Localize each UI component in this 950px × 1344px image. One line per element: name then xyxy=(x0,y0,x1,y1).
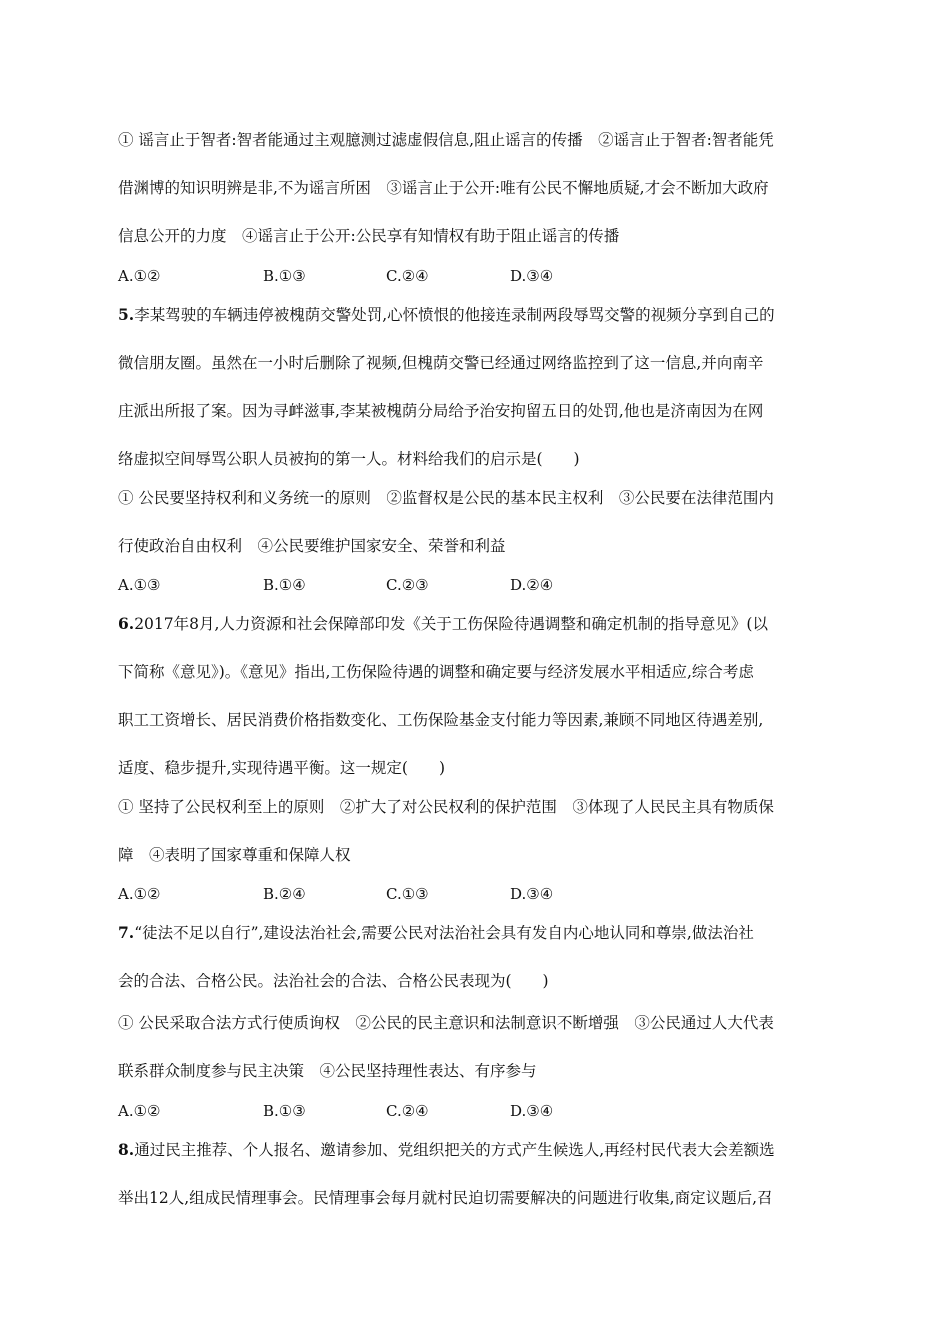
question-number: 7. xyxy=(118,923,135,942)
option-line: ① 谣言止于智者:智者能通过主观臆测过滤虚假信息,阻止谣言的传播 ②谣言止于智者:智者能凭 xyxy=(118,131,774,149)
choice-b: B.①③ xyxy=(263,267,306,285)
question-stem-line: 庄派出所报了案。因为寻衅滋事,李某被槐荫分局给予治安拘留五日的处罚,他也是济南因为在网 xyxy=(118,402,764,420)
answer-choices xyxy=(118,575,838,595)
answer-choices xyxy=(118,1101,838,1121)
question-stem-line xyxy=(118,1140,838,1160)
question-number: 8. xyxy=(118,1140,135,1159)
option-line: ① 坚持了公民权利至上的原则 ②扩大了对公民权利的保护范围 ③体现了人民民主具有物质保 xyxy=(118,798,774,816)
answer-choices xyxy=(118,884,838,904)
question-stem-line: 微信朋友圈。虽然在一小时后删除了视频,但槐荫交警已经通过网络监控到了这一信息,并向南辛 xyxy=(118,354,764,372)
choice-a: A.①② xyxy=(118,267,161,285)
question-stem-line: 下简称《意见》)。《意见》指出,工伤保险待遇的调整和确定要与经济发展水平相适应,综合考虑 xyxy=(118,663,754,681)
choice-a: A.①② xyxy=(118,885,161,903)
question-stem-line xyxy=(118,923,838,943)
option-line: 联系群众制度参与民主决策 ④公民坚持理性表达、有序参与 xyxy=(118,1062,537,1080)
question-stem-line: 络虚拟空间辱骂公职人员被拘的第一人。材料给我们的启示是( ) xyxy=(118,450,580,468)
stem-text: 李某驾驶的车辆违停被槐荫交警处罚,心怀愤恨的他接连录制两段辱骂交警的视频分享到自己的 xyxy=(134,306,775,324)
option-line: ① 公民采取合法方式行使质询权 ②公民的民主意识和法制意识不断增强 ③公民通过人大代表 xyxy=(118,1014,774,1032)
option-line: ① 公民要坚持权利和义务统一的原则 ②监督权是公民的基本民主权利 ③公民要在法律范围内 xyxy=(118,489,774,507)
choice-c: C.②④ xyxy=(386,1102,429,1120)
question-stem-line xyxy=(118,305,838,325)
choice-b: B.①④ xyxy=(263,576,306,594)
question-stem-line: 职工工资增长、居民消费价格指数变化、工伤保险基金支付能力等因素,兼顾不同地区待遇差别, xyxy=(118,711,764,729)
choice-b: B.②④ xyxy=(263,885,306,903)
choice-b: B.①③ xyxy=(263,1102,306,1120)
choice-c: C.②④ xyxy=(386,267,429,285)
stem-text: 2017年8月,人力资源和社会保障部印发《关于工伤保险待遇调整和确定机制的指导意见》(以 xyxy=(134,615,768,633)
question-stem-line: 会的合法、合格公民。法治社会的合法、合格公民表现为( ) xyxy=(118,972,549,990)
choice-d: D.③④ xyxy=(510,267,554,285)
option-line: 信息公开的力度 ④谣言止于公开:公民享有知情权有助于阻止谣言的传播 xyxy=(118,227,620,245)
answer-choices xyxy=(118,266,838,286)
option-line: 障 ④表明了国家尊重和保障人权 xyxy=(118,846,351,864)
option-line: 借渊博的知识明辨是非,不为谣言所困 ③谣言止于公开:唯有公民不懈地质疑,才会不断加大政府 xyxy=(118,179,769,197)
choice-d: D.③④ xyxy=(510,885,554,903)
choice-c: C.②③ xyxy=(386,576,429,594)
choice-d: D.②④ xyxy=(510,576,554,594)
option-line: 行使政治自由权利 ④公民要维护国家安全、荣誉和利益 xyxy=(118,537,506,555)
choice-a: A.①② xyxy=(118,1102,161,1120)
choice-a: A.①③ xyxy=(118,576,161,594)
choice-c: C.①③ xyxy=(386,885,429,903)
stem-text: 通过民主推荐、个人报名、邀请参加、党组织把关的方式产生候选人,再经村民代表大会差额选 xyxy=(134,1141,775,1159)
question-stem-line xyxy=(118,614,838,634)
question-number: 6. xyxy=(118,614,135,633)
choice-d: D.③④ xyxy=(510,1102,554,1120)
question-stem-line: 适度、稳步提升,实现待遇平衡。这一规定( ) xyxy=(118,759,446,777)
question-stem-line: 举出12人,组成民情理事会。民情理事会每月就村民迫切需要解决的问题进行收集,商定议题后,召 xyxy=(118,1189,773,1207)
question-number: 5. xyxy=(118,305,135,324)
stem-text: “徒法不足以自行”,建设法治社会,需要公民对法治社会具有发自内心地认同和尊崇,做法治社 xyxy=(134,924,754,942)
